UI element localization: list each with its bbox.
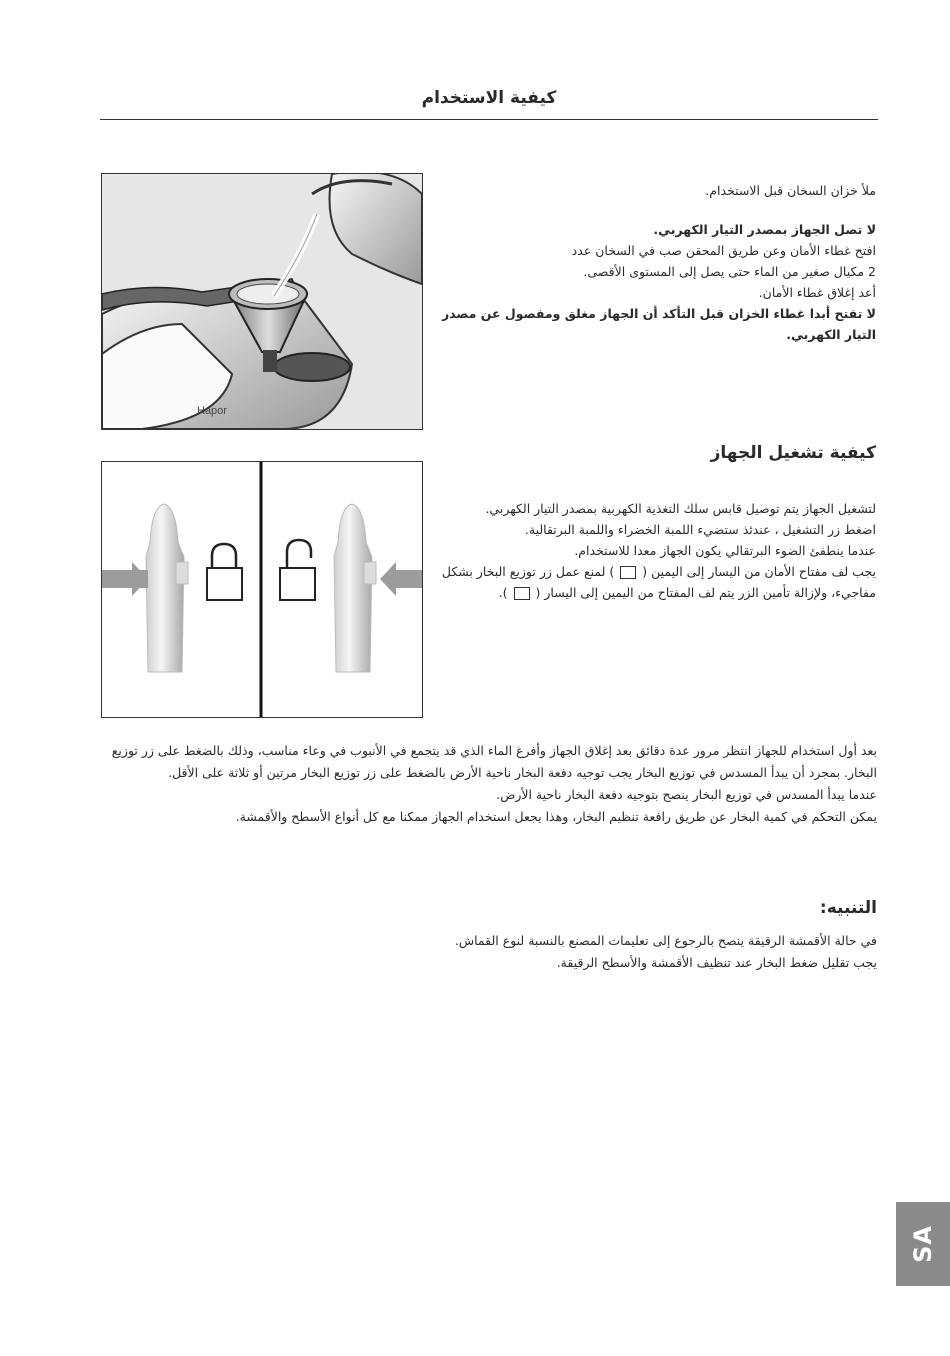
lock-text-3: ).	[498, 585, 508, 600]
fill-warning: لا تصل الجهاز بمصدر التيار الكهربي.	[653, 222, 876, 237]
unlock-inline-icon	[514, 587, 530, 600]
fill-line-3: أعد إغلاق غطاء الأمان.	[758, 285, 876, 300]
note-text	[101, 930, 877, 974]
operate-heading: كيفية تشغيل الجهاز	[710, 443, 876, 463]
lock-drawing	[102, 462, 422, 717]
note-line-1: في حالة الأقمشة الرقيقة ينصح بالرجوع إلى تعليمات المصنع بالنسبة لنوع القماش.	[454, 933, 877, 948]
operate-line-2: اضغط زر التشغيل ، عندئذ ستضيء اللمبة الخضراء واللمبة البرتقالية.	[524, 522, 876, 537]
fill-heading: ملأ خزان السخان قبل الاستخدام.	[705, 183, 876, 198]
lock-text-1: يجب لف مفتاح الأمان من اليسار إلى اليمين (	[642, 564, 876, 579]
lock-text-2: ) لمنع عمل زر توزيع البخار بشكل مفاجيء، ولإزالة تأمين الزر يتم لف المفتاح من اليمين إلى اليسار (	[441, 564, 876, 600]
filling-illustration	[101, 173, 423, 430]
language-tab	[896, 1202, 950, 1286]
lock-illustration	[101, 461, 423, 718]
fill-instructions	[440, 180, 876, 345]
fill-caution: لا تفتح أبدا غطاء الخزان قبل التأكد أن الجهاز مغلق ومفصول عن مصدر التيار الكهربي.	[441, 306, 876, 342]
operate-line-3: عندما ينطفئ الضوء البرتقالي يكون الجهاز معدا للاستخدام.	[574, 543, 876, 558]
fill-line-1: افتح غطاء الأمان وعن طريق المحقن صب في السخان عدد	[571, 243, 876, 258]
lock-inline-icon	[620, 566, 636, 579]
usage-line-2: عندما يبدأ المسدس في توزيع البخار ينصح بتوجيه دفعة البخار ناحية الأرض.	[496, 787, 877, 802]
header-divider	[100, 119, 878, 120]
usage-line-1: بعد أول استخدام للجهاز انتظر مرور عدة دقائق بعد إغلاق الجهاز وأفرغ الماء الذي قد يتجمع في الأنبوب في وعاء مناسب، وذلك بالضغط على زر توزيع البخار. بمجرد أن يبدأ المسدس في توزيع البخار يجب توجيه دفعة البخار ناحية الأرض بالضغط على زر توزيع البخار مرتين أو ثلاثة على الأقل.	[111, 743, 877, 780]
usage-instructions	[101, 740, 877, 828]
note-heading: التنبيه:	[819, 898, 877, 918]
operate-lock-paragraph	[440, 561, 876, 603]
usage-line-3: يمكن التحكم في كمية البخار عن طريق رافعة تنظيم البخار، وهذا يجعل استخدام الجهاز ممكنا مع كل أنواع الأسطح والأقمشة.	[235, 809, 877, 824]
page-title: كيفية الاستخدام	[421, 88, 557, 108]
filling-drawing	[102, 174, 422, 429]
operate-line-1: لتشغيل الجهاز يتم توصيل قابس سلك التغذية الكهربية بمصدر التيار الكهربي.	[485, 501, 876, 516]
note-line-2: يجب تقليل ضغط البخار عند تنظيف الأقمشة والأسطح الرقيقة.	[556, 955, 877, 970]
language-tab-label: SA	[909, 1225, 937, 1263]
operate-instructions	[440, 498, 876, 603]
fill-line-2: 2 مكيال صغير من الماء حتى يصل إلى المستوى الأقصى.	[583, 264, 876, 279]
steamer-logo: Hapor	[197, 405, 227, 417]
